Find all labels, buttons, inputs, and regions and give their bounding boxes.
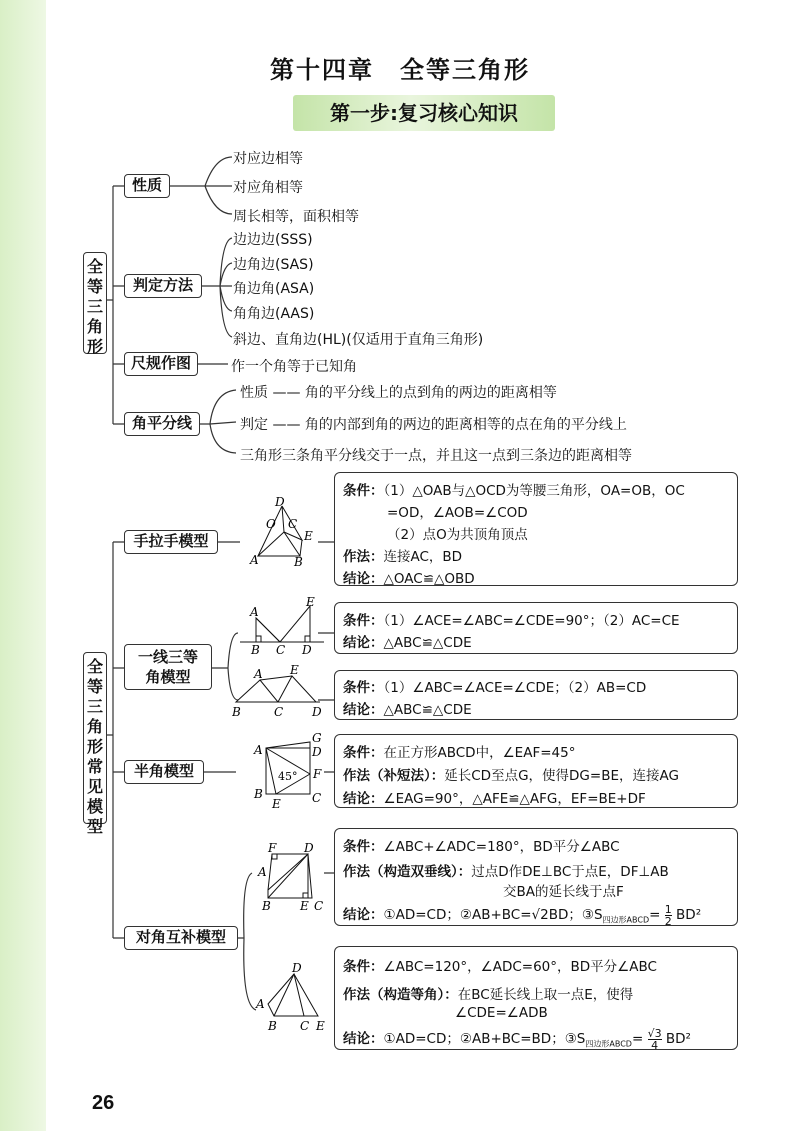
step-banner: 第一步:复习核心知识 [293, 95, 555, 131]
construction-item: 作一个角等于已知角 [231, 359, 357, 375]
node-criteria: 判定方法 [124, 274, 202, 298]
point-label: E [316, 1019, 325, 1033]
point-label: O [266, 517, 276, 531]
point-label: B [262, 899, 271, 913]
point-label: B [232, 705, 241, 719]
hand-model-panel: 条件：（1）△OAB与△OCD为等腰三角形，OA=OB，OC =OD，∠AOB=∠COD （2）点O为共顶角顶点 作法：连接AC，BD 结论：△OAC≌△OBD [334, 472, 738, 586]
point-label: E [290, 664, 299, 677]
property-item: 对应角相等 [233, 180, 303, 196]
property-item: 对应边相等 [233, 151, 303, 167]
point-label: E [304, 529, 313, 543]
three-equal-figure-right [240, 596, 324, 658]
point-label: A [256, 997, 265, 1011]
root-congruent-triangles: 全等三角形 [83, 252, 107, 354]
criteria-item: 边角边(SAS) [233, 257, 314, 273]
point-label: C [312, 791, 322, 805]
three-equal-panel-right: 条件：（1）∠ACE=∠ABC=∠CDE=90°；（2）AC=CE 结论：△ABC≌△CDE [334, 602, 738, 654]
criteria-item: 斜边、直角边(HL)(仅适用于直角三角形) [233, 332, 484, 348]
bisector-triangle: 三角形三条角平分线交于一点，并且这一点到三条边的距离相等 [240, 448, 632, 464]
point-label: D [312, 705, 322, 719]
point-label: F [313, 767, 322, 781]
bisector-property: 性质 —— 角的平分线上的点到角的两边的距离相等 [240, 385, 557, 401]
criteria-item: 角边角(ASA) [233, 281, 315, 297]
point-label: A [254, 743, 263, 757]
half-angle-panel: 条件：在正方形ABCD中，∠EAF=45° 作法（补短法）：延长CD至点G，使得DG=BE，连接AG 结论：∠EAG=90°，△AFE≌△AFG，EF=BE+DF [334, 734, 738, 808]
complement-figure-1 [252, 840, 332, 916]
node-half-angle-model: 半角模型 [124, 760, 204, 784]
point-label: D [275, 495, 285, 509]
criteria-item: 边边边(SSS) [233, 232, 313, 248]
hand-model-figure [244, 494, 320, 568]
point-label: D [304, 841, 314, 855]
three-equal-panel-general: 条件：（1）∠ABC=∠ACE=∠CDE；（2）AB=CD 结论：△ABC≌△CDE [334, 670, 738, 720]
point-label: A [250, 605, 259, 619]
complement-panel-2: 条件：∠ABC=120°，∠ADC=60°，BD平分∠ABC 作法（构造等角）：在BC延长线上取一点E，使得 ∠CDE=∠ADB 结论：①AD=CD；②AB+BC=BD；$③S_{四边形ABCD}=$ $\frac{√3}{4}$ BD² [334, 946, 738, 1050]
point-label: C [274, 705, 284, 719]
node-angle-bisector: 角平分线 [124, 412, 200, 436]
complement-figure-2 [254, 960, 334, 1036]
point-label: D [302, 643, 312, 657]
point-label: B [251, 643, 260, 657]
node-three-equal-model: 一线三等 角模型 [124, 644, 212, 690]
point-label: E [306, 596, 315, 609]
point-label: A [258, 865, 267, 879]
point-label: C [288, 517, 298, 531]
fraction: $\frac{1}{2}$ [664, 902, 672, 928]
point-label: C [300, 1019, 310, 1033]
criteria-item: 角角边(AAS) [233, 306, 315, 322]
fraction: $\frac{√3}{4}$ [647, 1026, 662, 1052]
bisector-judgement: 判定 —— 角的内部到角的两边的距离相等的点在角的平分线上 [240, 417, 627, 433]
point-label: E [272, 797, 281, 811]
point-label: F [268, 841, 277, 855]
point-label: A [250, 553, 259, 567]
angle-label: 45° [278, 770, 298, 783]
page-number: 26 [92, 1092, 115, 1114]
point-label: B [254, 787, 263, 801]
point-label: C [276, 643, 286, 657]
point-label: D [292, 961, 302, 975]
property-item: 周长相等，面积相等 [233, 209, 359, 225]
point-label: D [312, 745, 322, 759]
chapter-title: 第十四章 全等三角形 [270, 56, 530, 84]
root-common-models: 全等三角形常见模型 [83, 652, 107, 824]
complement-panel-1: 条件：∠ABC+∠ADC=180°，BD平分∠ABC 作法（构造双垂线）：过点D作DE⊥BC于点E，DF⊥AB 交BA的延长线于点F 结论：①AD=CD；②AB+BC=√2BD；$③S_{四边形ABCD}=$ $\frac{1}{2}$ BD² [334, 828, 738, 926]
point-label: B [294, 555, 303, 568]
half-angle-figure [250, 730, 330, 814]
point-label: C [314, 899, 324, 913]
point-label: A [254, 667, 263, 681]
node-complement-model: 对角互补模型 [124, 926, 238, 950]
point-label: G [312, 731, 322, 745]
point-label: E [300, 899, 309, 913]
point-label: B [268, 1019, 277, 1033]
node-construction: 尺规作图 [124, 352, 198, 376]
node-properties: 性质 [124, 174, 170, 198]
node-hand-model: 手拉手模型 [124, 530, 218, 554]
three-equal-figure-general [232, 664, 324, 720]
